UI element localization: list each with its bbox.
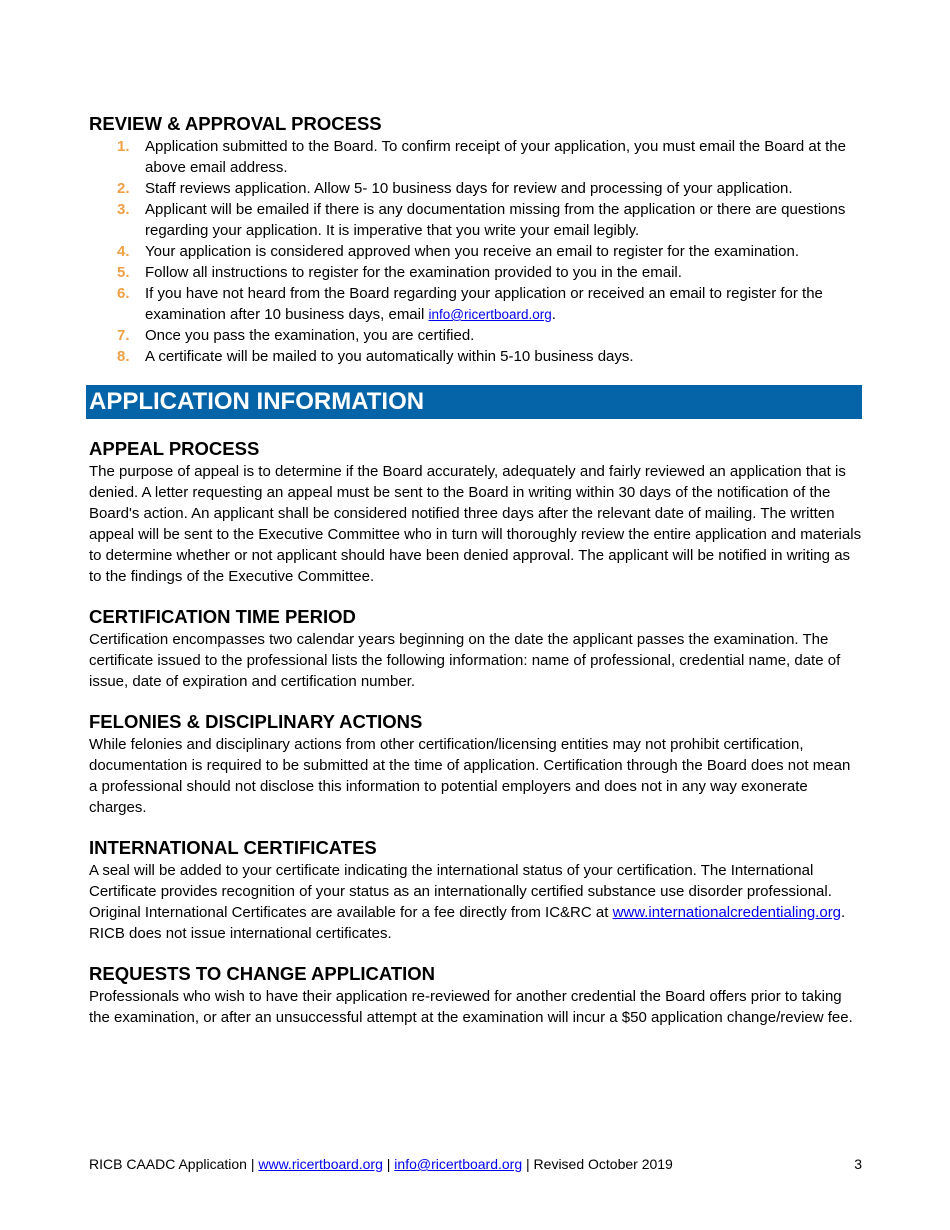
list-item bbox=[89, 346, 862, 367]
footer-email-link[interactable]: info@ricertboard.org bbox=[394, 1156, 523, 1172]
footer-separator: | bbox=[382, 1156, 395, 1172]
step-number: 1. bbox=[117, 138, 130, 155]
list-item bbox=[89, 178, 862, 199]
step-number: 7. bbox=[117, 327, 130, 344]
requests-heading: REQUESTS TO CHANGE APPLICATION bbox=[89, 963, 436, 984]
step-number: 5. bbox=[117, 264, 130, 281]
icrc-link[interactable]: www.internationalcredentialing.org bbox=[612, 904, 842, 921]
appeal-section bbox=[89, 437, 862, 587]
list-item bbox=[89, 136, 862, 178]
appeal-body: The purpose of appeal is to determine if the Board accurately, adequately and fairly reviewed an application that is denied. A letter requesting an appeal must be sent to the Board in writing within 30 days of the notification of the Board's action. An applicant shall be considered notified three days after the relevant date of mailing. The written appeal will be sent to the Executive Committee who in turn will thoroughly review the entire application and materials to determine whether or not applicant should have been denied approval. The applicant will be notified in writing as to the findings of the Executive Committee. bbox=[89, 463, 862, 585]
step-text: Follow all instructions to register for the examination provided to you in the email. bbox=[145, 264, 682, 281]
requests-section bbox=[89, 962, 862, 1028]
list-item bbox=[89, 325, 862, 346]
list-item bbox=[89, 262, 862, 283]
step-number: 3. bbox=[117, 201, 130, 218]
step-number: 6. bbox=[117, 285, 130, 302]
step-text: If you have not heard from the Board regarding your application or received an email to register for the examination after 10 business days, email bbox=[145, 285, 823, 323]
requests-body: Professionals who wish to have their application re-reviewed for another credential the Board offers prior to taking the examination, or after an unsuccessful attempt at the examination will incur a $50 application change/review fee. bbox=[89, 988, 853, 1026]
appeal-heading: APPEAL PROCESS bbox=[89, 438, 260, 459]
step-number: 8. bbox=[117, 348, 130, 365]
step-text-end: . bbox=[551, 306, 556, 323]
list-item bbox=[89, 283, 862, 325]
step-text: A certificate will be mailed to you automatically within 5-10 business days. bbox=[145, 348, 634, 365]
step-text: Once you pass the examination, you are certified. bbox=[145, 327, 475, 344]
step-text: Applicant will be emailed if there is any documentation missing from the application or there are questions regarding your application. It is imperative that you write your email legibly. bbox=[145, 201, 846, 239]
step-number: 4. bbox=[117, 243, 130, 260]
page-number: 3 bbox=[854, 1156, 862, 1172]
certification-body: Certification encompasses two calendar years beginning on the date the applicant passes the examination. The certificate issued to the professional lists the following information: name of professional, credential name, date of issue, date of expiration and certification number. bbox=[89, 631, 841, 690]
felonies-section bbox=[89, 710, 862, 818]
international-section bbox=[89, 836, 862, 944]
email-link[interactable]: info@ricertboard.org bbox=[428, 307, 552, 322]
footer-revised: | Revised October 2019 bbox=[522, 1156, 673, 1172]
international-body-paragraph bbox=[89, 860, 862, 944]
step-text: Your application is considered approved when you receive an email to register for the examination. bbox=[145, 243, 799, 260]
certification-section bbox=[89, 605, 862, 692]
footer-prefix: RICB CAADC Application | bbox=[89, 1156, 259, 1172]
list-item bbox=[89, 241, 862, 262]
felonies-body: While felonies and disciplinary actions from other certification/licensing entities may not prohibit certification, documentation is required to be submitted at the time of application. Certification through the Board does not mean a professional should not disclose this information to potential employers and does not in any way exonerate charges. bbox=[89, 736, 851, 816]
certification-heading: CERTIFICATION TIME PERIOD bbox=[89, 606, 356, 627]
footer-website-link[interactable]: www.ricertboard.org bbox=[258, 1156, 383, 1172]
step-text: Staff reviews application. Allow 5- 10 business days for review and processing of your application. bbox=[145, 180, 793, 197]
international-body-end: . RICB does not issue international certificates. bbox=[89, 904, 846, 942]
review-approval-heading: REVIEW & APPROVAL PROCESS bbox=[89, 113, 382, 134]
step-number: 2. bbox=[117, 180, 130, 197]
felonies-heading: FELONIES & DISCIPLINARY ACTIONS bbox=[89, 711, 423, 732]
review-steps-list bbox=[89, 136, 862, 367]
application-information-banner: APPLICATION INFORMATION bbox=[86, 385, 862, 419]
list-item bbox=[89, 199, 862, 241]
page-content bbox=[89, 112, 862, 1028]
international-body: A seal will be added to your certificate indicating the international status of your certification. The International Certificate provides recognition of your status as an internationally certified substance use disorder professional. Original International Certificates are available for a fee directly from IC&RC at bbox=[89, 862, 832, 921]
international-heading: INTERNATIONAL CERTIFICATES bbox=[89, 837, 377, 858]
page-footer bbox=[89, 1154, 862, 1174]
step-text: Application submitted to the Board. To confirm receipt of your application, you must email the Board at the above email address. bbox=[145, 138, 846, 176]
